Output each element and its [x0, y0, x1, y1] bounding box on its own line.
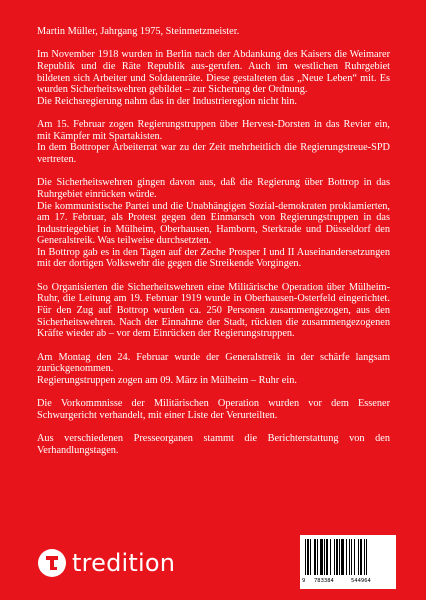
barcode-bars	[305, 539, 391, 575]
isbn-barcode	[300, 535, 396, 589]
barcode-bar	[351, 539, 352, 575]
barcode-bar	[349, 539, 350, 575]
barcode-digits-left: 9	[302, 578, 306, 584]
barcode-bar	[364, 539, 365, 575]
barcode-bar	[360, 539, 362, 575]
publisher-logo	[38, 549, 175, 577]
paragraph-schwurgericht: Die Vorkommnisse der Militärischen Operation wurden vor dem Essener Schwurgericht verhandelt, mit einer Liste der Verurteilten.	[37, 398, 390, 421]
author-line: Martin Müller, Jahrgang 1975, Steinmetzmeister.	[37, 26, 240, 37]
barcode-bar	[330, 539, 331, 575]
barcode-bar	[310, 539, 311, 575]
barcode-digits-middle: 783384	[314, 578, 334, 584]
paragraph-presseorganen: Aus verschiedenen Presseorganen stammt die Berichterstattung von den Verhandlungstagen.	[37, 433, 390, 456]
paragraph-november-1918: Im November 1918 wurden in Berlin nach der Abdankung des Kaisers die Weimarer Republik und die Räte Republik aus-gerufen. Auch im westlichen Ruhrgebiet bildeten sich Arbeiter und Soldatenräte. Diese gestalteten das „Neue Leben“ mit. Es wurden Sicherheitswehren gebildet – zur Sicherung der Ordnung. Die Reichsregierung nahm das in der Industrieregion nicht hin.	[37, 49, 390, 107]
barcode-bar	[317, 539, 318, 575]
publisher-name: tredition	[72, 549, 176, 577]
barcode-bar	[307, 539, 309, 575]
barcode-digits-right: 544964	[351, 578, 371, 584]
barcode-bar	[346, 539, 347, 575]
paragraph-15-februar: Am 15. Februar zogen Regierungstruppen über Hervest-Dorsten in das Revier ein, mit Kämpfer mit Spartakisten. In dem Bottroper Arbeiterrat war zu der Zeit mehrheitlich die Regierungstreue-SPD vertreten.	[37, 119, 390, 165]
paragraph-24-februar: Am Montag den 24. Februar wurde der Generalstreik in der schärfe langsam zurückgenommen. Regierungstruppen zogen am 09. März in Mülheim – Ruhr ein.	[37, 351, 390, 386]
paragraph-sicherheitswehren: Die Sicherheitswehren gingen davon aus, daß die Regierung über Bottrop in das Ruhrgebiet einrücken würde. Die kommunistische Partei und die Unabhängigen Sozial-demokraten proklamierten, am 17. Februar, als Protest gegen den Einmarsch von Regierungstruppen in das Industriegebiet in Mülheim, Oberhausen, Hamborn, Sterkrade und Düsseldorf den Generalstreik. Was teilweise durchsetzten. In Bottrop gab es in den Tagen auf der Zeche Prosper I und II Auseinandersetzungen mit der dortigen Volkswehr die gegen die Streikende Vorgingen.	[37, 177, 390, 270]
barcode-bar	[336, 539, 338, 575]
paragraph-militaerische-operation: So Organisierten die Sicherheitswehren eine Militärische Operation über Mülheim-Ruhr, die Leitung am 19. Februar 1919 wurde in Oberhausen-Osterfeld eingerichtet. Für den Zug auf Bottrop wurden ca. 250 Personen zusammengezogen, aus den Sicherheitswehren. Nach der Einnahme der Stadt, rückten die zusammengezogenen Kräfte wieder ab – vor dem Einrücken der Regierungstruppen.	[37, 281, 390, 340]
barcode-bar	[366, 539, 367, 575]
barcode-bar	[354, 539, 355, 575]
barcode-bar	[341, 539, 344, 575]
barcode-bar	[358, 539, 359, 575]
blurb-text	[37, 26, 390, 468]
barcode-bar	[314, 539, 316, 575]
barcode-bar	[326, 539, 328, 575]
barcode-bar	[305, 539, 306, 575]
barcode-bar	[324, 539, 325, 575]
barcode-bar	[320, 539, 323, 575]
barcode-bar	[334, 539, 335, 575]
barcode-bar	[339, 539, 340, 575]
tredition-t-logo-icon	[38, 549, 66, 577]
